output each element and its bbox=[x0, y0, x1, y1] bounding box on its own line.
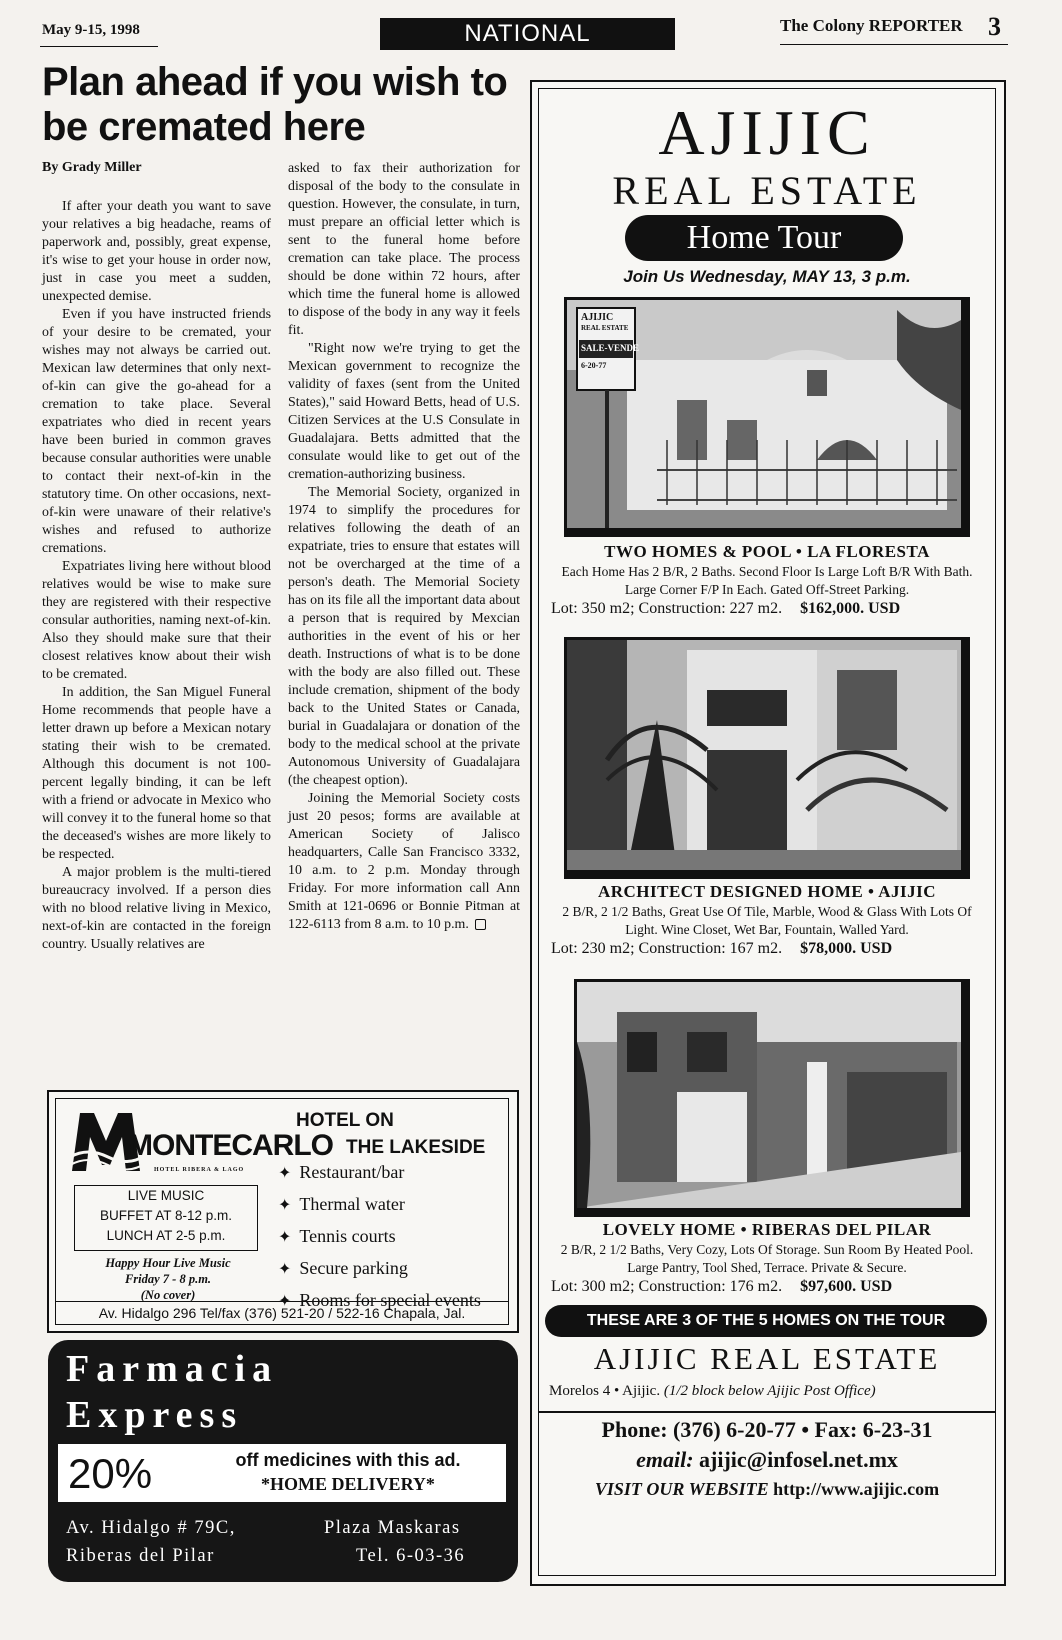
brand-subtitle: REAL ESTATE bbox=[612, 168, 922, 213]
sign-subtitle: REAL ESTATE bbox=[581, 324, 629, 332]
section-label: NATIONAL bbox=[380, 18, 675, 50]
article-paragraph: Even if you have instructed friends of your desire to be cremated, your wishes may not always be carried out. Mexican law determines that only next-of-kin can give the go-ahead for a cremation to take place. Several expatriates who died in recent years have been buried in common graves because consular authorities were unable to contact their next-of-kin in the statutory time. On other occasions, next-of-kin were unaware of their relative's wishes and refused to authorize cremations. bbox=[42, 307, 271, 556]
article-paragraph-text: Joining the Memorial Society costs just 20 pesos; forms are available at American Society of Jalisco headquarters, Calle San Francisco 3332, 10 a.m. to 2 p.m. Monday through Friday. For more information call Ann Smith at 121-0696 or Bonnie Pitman at 122-6113 from 8 a.m. to 10 p.m. bbox=[288, 791, 520, 932]
tour-banner: THESE ARE 3 OF THE 5 HOMES ON THE TOUR bbox=[545, 1305, 987, 1337]
brand-name: AJIJIC bbox=[658, 97, 876, 168]
house-photo-icon bbox=[567, 640, 961, 870]
article-headline: Plan ahead if you wish to be cremated here bbox=[42, 60, 508, 149]
home-tour-badge: Home Tour bbox=[625, 215, 903, 261]
hotel-feature: ✦ Restaurant/bar bbox=[278, 1157, 481, 1189]
farmacia-address-line2: Riberas del Pilar bbox=[66, 1546, 215, 1566]
offer-text bbox=[208, 1448, 488, 1496]
email-link[interactable]: ajijic@infosel.net.mx bbox=[699, 1447, 898, 1472]
farmacia-title bbox=[66, 1346, 278, 1438]
happy-hour-text bbox=[70, 1255, 266, 1303]
article-paragraph: "Right now we're trying to get the Mexican government to recognize the validity of faxes (sent from the United States)," said Howard Betts, head of U.S. Citizen Services at the U.S Consulate in Guadalajara. Betts admitted that the consulate would like to get out of the cremation-authorizing business. bbox=[288, 341, 520, 482]
house-photo-icon bbox=[577, 982, 961, 1208]
email-line bbox=[539, 1445, 995, 1475]
house-photo-riberas bbox=[574, 979, 970, 1217]
hotel-feature: ✦ Thermal water bbox=[278, 1189, 481, 1221]
article-column-2 bbox=[288, 160, 520, 934]
office-address-note: (1/2 block below Ajijic Post Office) bbox=[663, 1383, 876, 1399]
tour-date: Join Us Wednesday, MAY 13, 3 p.m. bbox=[623, 267, 911, 286]
montecarlo-logo-text: MONTECARLO bbox=[128, 1129, 333, 1162]
happy-hour-cover: (No cover) bbox=[140, 1288, 196, 1302]
end-mark-icon bbox=[475, 919, 486, 930]
farmacia-plaza: Plaza Maskaras bbox=[324, 1518, 461, 1538]
buffet-line: BUFFET AT 8-12 p.m. bbox=[99, 1208, 233, 1223]
happy-hour-line: Happy Hour Live Music bbox=[105, 1256, 231, 1270]
header-rule-right bbox=[780, 44, 1008, 45]
farmacia-phone: Tel. 6-03-36 bbox=[356, 1546, 466, 1566]
farmacia-title-line1: Farmacia bbox=[66, 1348, 279, 1390]
article-paragraph-last bbox=[288, 790, 520, 934]
listing-title: ARCHITECT DESIGNED HOME • AJIJIC bbox=[597, 882, 937, 901]
listing-description: 2 B/R, 2 1/2 Baths, Great Use Of Tile, Marble, Wood & Glass With Lots Of Light. Wine Closet, Wet Bar, Fountain, Walled Yard. bbox=[562, 904, 972, 937]
listing-lot bbox=[539, 939, 995, 959]
discount-percent: 20% bbox=[68, 1450, 153, 1497]
phone-fax: Phone: (376) 6-20-77 • Fax: 6-23-31 bbox=[601, 1417, 933, 1442]
lunch-line: LUNCH AT 2-5 p.m. bbox=[106, 1228, 226, 1243]
hotel-feature: ✦ Secure parking bbox=[278, 1253, 481, 1285]
article-byline: By Grady Miller bbox=[42, 160, 142, 175]
listing-price: $97,600. USD bbox=[800, 1278, 893, 1295]
house-photo-la-floresta bbox=[564, 297, 970, 537]
sign-phone: 6-20-77 bbox=[581, 361, 607, 370]
website-line bbox=[539, 1475, 995, 1503]
listing-description: Each Home Has 2 B/R, 2 Baths. Second Floor Is Large Loft B/R With Bath. Large Corner F/P In Each. Gated Off-Street Parking. bbox=[561, 564, 973, 597]
farmacia-title-line2: Express bbox=[66, 1394, 244, 1436]
paper-name: The Colony REPORTER bbox=[780, 16, 963, 35]
listing-riberas bbox=[539, 1219, 995, 1297]
farmacia-address bbox=[66, 1514, 236, 1570]
article-paragraph: The Memorial Society, organized in 1974 to simplify the procedures for relatives following the death of an expatriate, tries to ensure that estates will not be overcharged at the time of a person's death. The Memorial Society has on its file all the important data about a person that is required by Mexcian authorities in the event of his or her death. Instructions of what is to be done with the body are also filled out. These include cremation, shipment of the body back to the United States or Canada, burial in Guadalajara or donation of the body to the medical school at the private Autonomous University of Guadalajara (the cheapest option). bbox=[288, 485, 520, 788]
live-music-line: LIVE MUSIC bbox=[127, 1188, 205, 1203]
hotel-title-line1: HOTEL ON bbox=[296, 1110, 394, 1131]
page-number: 3 bbox=[988, 12, 1001, 41]
farmacia-offer-box bbox=[58, 1444, 506, 1502]
listing-lot bbox=[539, 599, 995, 619]
ajijic-real-estate-ad bbox=[530, 80, 1006, 1586]
article-paragraph: A major problem is the multi-tiered bureaucracy involved. If a person dies with no blood relative living in Mexico, next-of-kin are contacted in the foreign country. Usually relatives are bbox=[42, 865, 271, 952]
farmacia-address-line1: Av. Hidalgo # 79C, bbox=[66, 1518, 236, 1538]
listing-lot-size: Lot: 350 m2; Construction: 227 m2. bbox=[551, 600, 783, 617]
hotel-title bbox=[296, 1107, 506, 1161]
real-estate-ad-inner bbox=[538, 88, 996, 1576]
sign-sale: SALE-VENDE bbox=[581, 343, 640, 353]
hotel-montecarlo-ad bbox=[47, 1090, 519, 1333]
article-column-1 bbox=[42, 198, 271, 954]
listing-la-floresta bbox=[539, 541, 995, 619]
article-paragraph: Expatriates living here without blood relatives would be wise to make sure they are registered with their respective consular authorities, naming next-of-kin. Also they should make sure that their closest relatives know about their wish to be cremated. bbox=[42, 559, 271, 682]
listing-description: 2 B/R, 2 1/2 Baths, Very Cozy, Lots Of Storage. Sun Room By Heated Pool. Large Pantry, Tool Shed, Terrace. Private & Secure. bbox=[560, 1242, 974, 1275]
website-label: VISIT OUR WEBSITE bbox=[594, 1479, 769, 1499]
listing-title: TWO HOMES & POOL • LA FLORESTA bbox=[604, 542, 930, 561]
listing-title: LOVELY HOME • RIBERAS DEL PILAR bbox=[602, 1220, 932, 1239]
happy-hour-time: Friday 7 - 8 p.m. bbox=[124, 1272, 212, 1286]
montecarlo-logo-subtitle: HOTEL RIBERA & LAGO bbox=[154, 1167, 245, 1173]
contact-block bbox=[539, 1411, 995, 1503]
brand-footer: AJIJIC REAL ESTATE bbox=[593, 1341, 941, 1376]
listing-lot-size: Lot: 300 m2; Construction: 176 m2. bbox=[551, 1278, 783, 1295]
farmacia-express-ad bbox=[48, 1340, 518, 1582]
hotel-ad-inner bbox=[55, 1098, 509, 1325]
sign-brand: AJIJIC bbox=[581, 312, 614, 323]
article-paragraph: If after your death you want to save your relatives a big headache, reams of paperwork and, possibly, great expense, it's wise to get your house in order now, just in case you meet a sudden, unexpected demise. bbox=[42, 199, 271, 304]
article-paragraph: In addition, the San Miguel Funeral Home recommends that people have a letter drawn up before a Mexican notary stating their wish to be cremated. Although this document is not 100-percent legally binding, it can be left with a friend or advocate in Mexico who will convey it to the funeral home so that the deceased's wishes are more likely to be respected. bbox=[42, 685, 271, 862]
email-label: email: bbox=[636, 1447, 694, 1472]
listing-architect bbox=[539, 881, 995, 959]
website-link[interactable]: http://www.ajijic.com bbox=[773, 1479, 940, 1499]
listing-lot bbox=[539, 1277, 995, 1297]
office-address bbox=[549, 1383, 876, 1400]
hotel-title-line2: THE LAKESIDE bbox=[346, 1137, 486, 1158]
house-photo-architect bbox=[564, 637, 970, 879]
hotel-feature: ✦ Rooms for special events bbox=[278, 1285, 481, 1317]
hotel-features-list bbox=[278, 1157, 481, 1317]
listing-lot-size: Lot: 230 m2; Construction: 167 m2. bbox=[551, 940, 783, 957]
listing-price: $78,000. USD bbox=[800, 940, 893, 957]
header-rule bbox=[40, 46, 158, 47]
offer-line: off medicines with this ad. bbox=[235, 1450, 461, 1470]
hotel-address: Av. Hidalgo 296 Tel/fax (376) 521-20 / 522-16 Chapala, Jal. bbox=[56, 1301, 508, 1324]
farmacia-contact bbox=[324, 1514, 465, 1570]
hotel-feature: ✦ Tennis courts bbox=[278, 1221, 481, 1253]
sale-sign bbox=[581, 312, 639, 371]
issue-date: May 9-15, 1998 bbox=[42, 22, 140, 38]
office-address-text: Morelos 4 • Ajijic. bbox=[549, 1383, 661, 1399]
article-paragraph: asked to fax their authorization for disposal of the body to the consulate in question. However, the consulate, in turn, must prepare an official letter which is sent to the funeral home before cremation can take place. The process should be done within 72 hours, after which time the funeral home is allowed to dispose of the body in any way it feels fit. bbox=[288, 161, 520, 338]
live-music-box bbox=[74, 1185, 258, 1251]
home-delivery-line: *HOME DELIVERY* bbox=[261, 1474, 435, 1494]
listing-price: $162,000. USD bbox=[800, 600, 901, 617]
